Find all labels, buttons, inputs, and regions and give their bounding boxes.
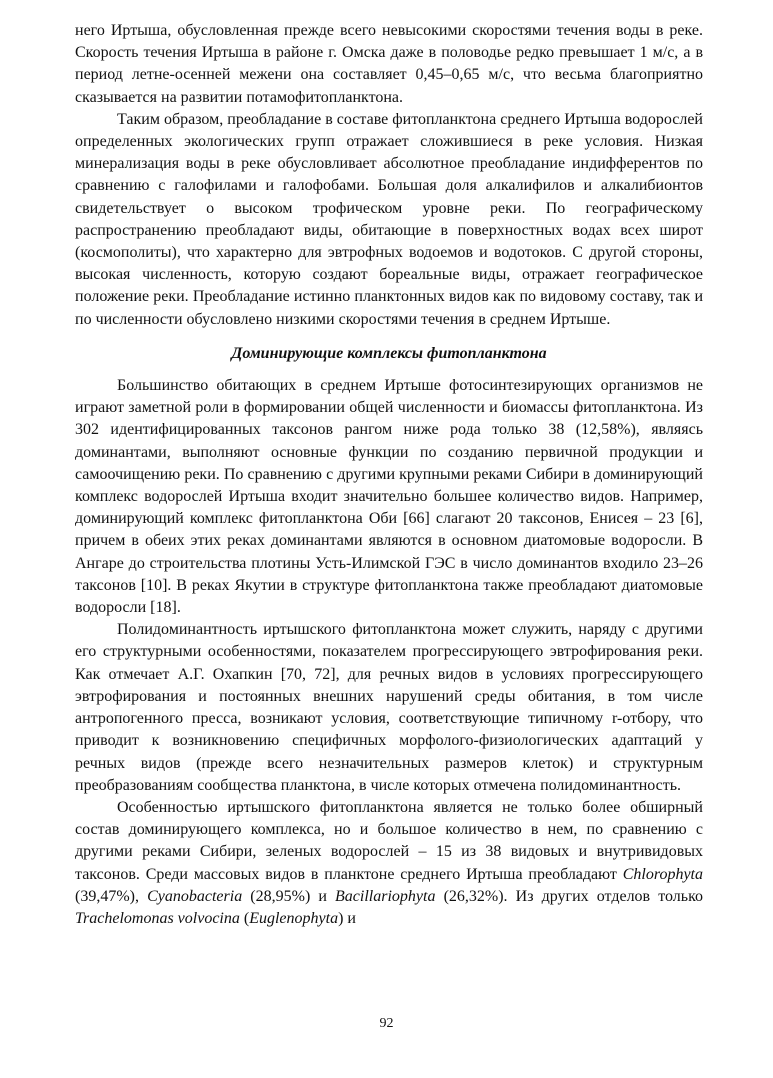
text-run: Особенностью иртышского фитопланктона является не только более обширный состав доминирующего комплекса, но и большое количество в нем, по сравнению с другими реками Сибири, зеленых водорослей – 15 из 38 видовых и внутривидовых таксонов. Среди массовых видов в планктоне среднего Иртыша преобладают	[75, 798, 703, 883]
document-page	[75, 20, 703, 930]
taxon-name: Cyanobacteria	[147, 887, 243, 905]
text-run: ) и	[338, 909, 356, 927]
section-heading: Доминирующие комплексы фитопланктона	[231, 344, 547, 362]
taxon-name: Trachelomonas volvocina	[75, 909, 240, 927]
paragraph-continuation: него Иртыша, обусловленная прежде всего невысокими скоростями течения воды в реке. Скорость течения Иртыша в районе г. Омска даже в половодье редко превышает 1 м/с, а в период летне-осенней межени она составляет 0,45–0,65 м/с, что весьма благоприятно сказывается на развитии потамофитопланктона.	[75, 22, 703, 106]
text-run: (39,47%),	[75, 887, 148, 905]
taxon-name: Chlorophyta	[622, 865, 703, 883]
paragraph-dominants: Большинство обитающих в среднем Иртыше фотосинтезирующих организмов не играют заметной роли в формировании общей численности и биомассы фитопланктона. Из 302 идентифицированных таксонов рангом ниже рода только 38 (12,58%), являясь доминантами, выполняют основные функции по созданию первичной продукции и самоочищению реки. По сравнению с другими крупными реками Сибири в доминирующий комплекс водорослей Иртыша входит значительно большее количество видов. Например, доминирующий комплекс фитопланктона Оби [66] слагают 20 таксонов, Енисея – 23 [6], причем в обеих этих реках доминантами являются в основном диатомовые водоросли. В Ангаре до строительства плотины Усть-Илимской ГЭС в число доминантов входило 23–26 таксонов [10]. В реках Якутии в структуре фитопланктона также преобладают диатомовые водоросли [18].	[75, 377, 703, 617]
paragraph-polydominance: Полидоминантность иртышского фитопланктона может служить, наряду с другими его структурными особенностями, показателем прогрессирующего эвтрофирования реки. Как отмечает А.Г. Охапкин [70, 72], для речных видов в условиях прогрессирующего эвтрофирования и постоянных внешних нарушений среды обитания, в том числе антропогенного пресса, возникают условия, соответствующие типичному r-отбору, что приводит к возникновению специфичных морфолого-физиологических адаптаций у речных видов (прежде всего незначительных размеров клеток) и структурным преобразованиям сообщества планктона, в числе которых отмечена полидоминантность.	[75, 621, 703, 794]
paragraph-composition	[75, 797, 703, 930]
text-run: (	[239, 909, 250, 927]
paragraph-summary: Таким образом, преобладание в составе фитопланктона среднего Иртыша водорослей определенных экологических групп отражает сложившиеся в реке условия. Низкая минерализация воды в реке обусловливает абсолютное преобладание индифферентов по сравнению с галофилами и галофобами. Большая доля алкалифилов и алкалибионтов свидетельствует о высоком трофическом уровне реки. По географическому распространению преобладают виды, обитающие в поверхностных водах всех широт (космополиты), что характерно для эвтрофных водоемов и водотоков. С другой стороны, высокая численность, которую создают бореальные виды, отражает географическое положение реки. Преобладание истинно планктонных видов как по видовому составу, так и по численности обусловлено низкими скоростями течения в среднем Иртыше.	[75, 110, 703, 328]
taxon-name: Bacillariophyta	[335, 887, 436, 905]
text-run: (28,95%) и	[242, 887, 336, 905]
page-number: 92	[379, 1016, 394, 1031]
taxon-name: Euglenophyta	[249, 909, 339, 927]
text-run: (26,32%). Из других отделов только	[435, 887, 704, 905]
